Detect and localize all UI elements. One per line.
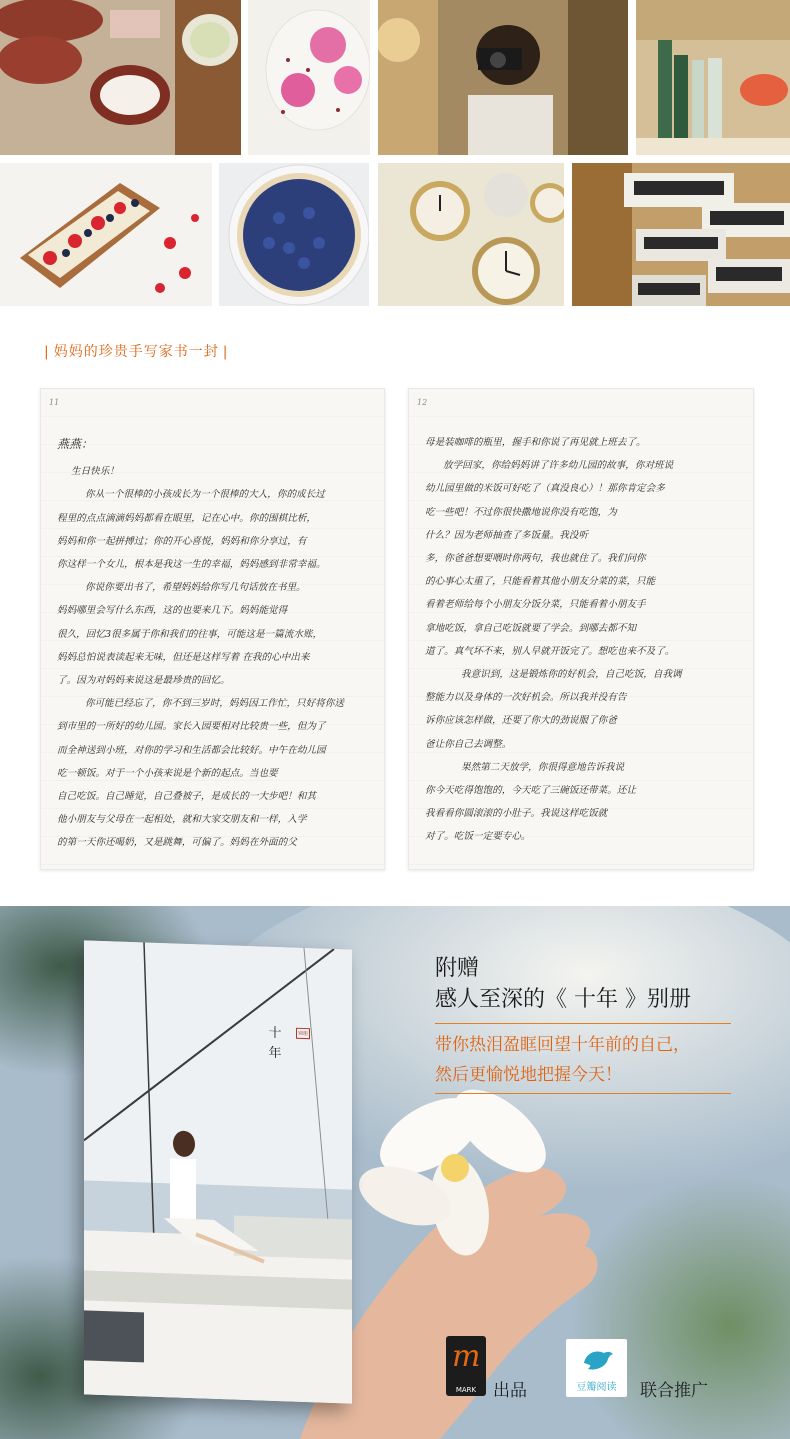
berry-cake-illustration — [0, 163, 212, 306]
photo-clocks — [378, 163, 564, 306]
letter-line: 拿地吃饭，拿自己吃饭就要了学会。到哪去都不知 — [425, 622, 637, 634]
mark-logo-glyph: m — [452, 1339, 481, 1374]
letter-line: 吃一些吧！不过你很快撒地说你没有吃饱，为 — [425, 506, 617, 518]
promo-subtitle — [435, 1030, 690, 1090]
letter-line: 你今天吃得饱饱的，今天吃了三碗饭还带菜。还让 — [425, 785, 637, 797]
booklet-title-char: 年 — [268, 1045, 282, 1062]
letter-line: 你可能已经忘了，你不到三岁时，妈妈因工作忙，只好将你送 — [85, 698, 345, 710]
letter-line: 整能力以及身体的一次好机会。所以我并没有告 — [425, 692, 627, 704]
bottles-illustration — [636, 0, 790, 155]
letter-line: 爸让你自己去调整。 — [425, 738, 512, 750]
letter-line: 妈妈总怕说表读起来无味，但还是这样写着 在我的心中出来 — [57, 651, 310, 663]
letter-line: 什么？因为老师抽查了多饭量。我没听 — [425, 529, 589, 541]
letter-line: 自己吃饭。自己睡觉，自己叠被子，是成长的一大步吧！和其 — [57, 791, 317, 803]
produced-by-label: 出品 — [493, 1381, 527, 1401]
letter-line: 到市里的一所好的幼儿园。家长入园要相对比较贵一些，但为了 — [57, 721, 326, 733]
letter-line: 的第一天你还喝奶，又是跳舞，可偏了。妈妈在外面的父 — [57, 837, 297, 849]
promo-headline-line1: 附赠 — [435, 956, 480, 981]
clocks-illustration — [378, 163, 564, 306]
booklet-title — [268, 1024, 282, 1064]
promo-divider-top — [435, 1023, 731, 1024]
promo-subtitle-line2: 然后更愉悦地把握今天！ — [435, 1065, 622, 1085]
letter-page-left — [40, 388, 385, 870]
letter-line: 很久，回忆3很多属于你和我们的往事，可能这是一篇流水账， — [57, 628, 323, 640]
letter-line: 他小朋友与父母在一起相处，就和大家交朋友和一样，入学 — [57, 814, 307, 826]
letter-line: 了。因为对妈妈来说这是最珍贵的回忆。 — [57, 675, 230, 687]
pink-desserts-illustration — [248, 0, 370, 155]
douban-reading-text: 豆瓣阅读 — [576, 1382, 617, 1393]
letter-line: 你这样一个女儿，根本是我这一生的幸福，妈妈感到非常幸福。 — [57, 559, 326, 571]
letter-line: 生日快乐！ — [71, 466, 119, 478]
letter-line: 对了。吃饭一定要专心。 — [425, 831, 531, 843]
letter-body-left — [57, 433, 368, 855]
booklet-tag: 别册 — [296, 1028, 310, 1039]
photo-pink-desserts — [248, 0, 370, 155]
blueberry-tart-illustration — [219, 163, 369, 306]
typewriters-illustration — [572, 163, 790, 306]
letter-line: 放学回家，你给妈妈讲了许多幼儿园的故事，你对班说 — [443, 460, 674, 472]
letter-line: 道了。真气坏不来，别人早就开饭完了。想吃也来不及了。 — [425, 645, 675, 657]
letter-line: 妈妈哪里会写什么东西，这的也要来几下。妈妈能觉得 — [57, 605, 288, 617]
promo-headline-line2: 感人至深的《 十年 》别册 — [435, 987, 691, 1012]
letter-line: 诉你应该怎样做，还要了你大的劲说服了你爸 — [425, 715, 617, 727]
promo-divider-bottom — [435, 1093, 731, 1094]
title-bar-left: | — [44, 344, 50, 360]
page-number: 11 — [49, 398, 60, 407]
title-bar-right: | — [222, 344, 229, 360]
photo-typewriters — [572, 163, 790, 306]
photo-berry-cake — [0, 163, 212, 306]
section-title-text: 妈妈的珍贵手写家书一封 — [53, 344, 219, 360]
photo-girl-with-camera — [378, 0, 628, 155]
letter-line: 你从一个很棒的小孩成长为一个很棒的大人，你的成长过 — [85, 489, 325, 501]
letter-line: 果然第二天放学，你很得意地告诉我说 — [461, 761, 625, 773]
promo-subtitle-line1: 带你热泪盈眶回望十年前的自己， — [435, 1035, 690, 1055]
promo-headline — [435, 955, 691, 1015]
booklet-title-char: 十 — [268, 1025, 282, 1042]
mark-logo-text: MARK — [455, 1386, 477, 1394]
letter-line: 妈妈和你一起拼搏过；你的开心喜悦，妈妈和你分享过，有 — [57, 535, 307, 547]
letter-body-right — [425, 431, 737, 849]
letter-line: 我看看你圆滚滚的小肚子。我说这样吃饭就 — [425, 808, 608, 820]
section-title — [40, 341, 232, 361]
douban-reading-logo — [566, 1339, 627, 1397]
booklet-cover — [84, 940, 352, 1403]
douban-bird-icon — [580, 1345, 614, 1373]
letter-salutation: 燕燕： — [57, 437, 94, 451]
girl-with-camera-illustration — [378, 0, 628, 155]
letter-line: 的心事心太重了，只能看着其他小朋友分菜的菜，只能 — [425, 576, 656, 588]
cake-roll-illustration — [0, 0, 241, 155]
photo-bottles — [636, 0, 790, 155]
letter-line: 吃一顿饭。对于一个小孩来说是个新的起点。当也要 — [57, 767, 278, 779]
letter-line: 看着老师给每个小朋友分饭分菜，只能看着小朋友手 — [425, 599, 646, 611]
letter-line: 母是装咖啡的瓶里，握手和你说了再见就上班去了。 — [425, 437, 646, 448]
letter-line: 多，你爸爸想要喂时你两句，我也就住了。我们问你 — [425, 553, 646, 565]
photo-cake-roll — [0, 0, 241, 155]
letter-line: 我意识到，这是锻炼你的好机会，自己吃饭，自我调 — [461, 669, 682, 681]
letter-line: 幼儿园里做的米饭可好吃了（真没良心）！那你肯定会多 — [425, 483, 665, 495]
letter-line: 而全神送到小班，对你的学习和生活都会比较好。中午在幼儿园 — [57, 744, 326, 756]
booklet-cover-photo — [84, 940, 352, 1403]
mark-publisher-logo — [446, 1336, 486, 1396]
co-promote-label: 联合推广 — [640, 1381, 708, 1401]
letter-line: 你说你要出书了，希望妈妈给你写几句话放在书里。 — [85, 582, 306, 594]
letter-line: 程里的点点滴滴妈妈都看在眼里，记在心中。你的围棋比析， — [57, 512, 317, 524]
photo-blueberry-tart — [219, 163, 369, 306]
page-number: 12 — [417, 398, 428, 407]
letter-page-right — [408, 388, 754, 870]
